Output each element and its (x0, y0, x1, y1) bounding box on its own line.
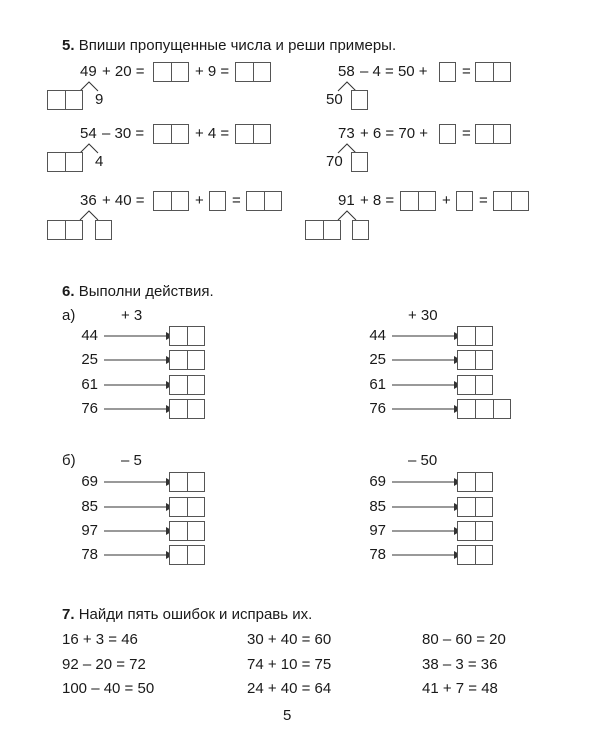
arrow-right-icon (104, 380, 174, 390)
answer-box[interactable] (457, 521, 493, 541)
arrow-right-icon (392, 331, 462, 341)
arrow-right-icon (104, 550, 174, 560)
answer-box[interactable] (457, 375, 493, 395)
arrow-right-icon (104, 331, 174, 341)
answer-box[interactable] (246, 191, 282, 211)
arrow-right-icon (392, 404, 462, 414)
answer-box[interactable] (351, 152, 368, 172)
input-number: 61 (369, 376, 386, 393)
page-number: 5 (283, 707, 292, 724)
task7-number: 7. (62, 606, 75, 623)
answer-box[interactable] (169, 375, 205, 395)
answer-box[interactable] (493, 191, 529, 211)
input-number: 78 (81, 546, 98, 563)
input-number: 44 (81, 327, 98, 344)
answer-box[interactable] (169, 497, 205, 517)
input-number: 97 (81, 522, 98, 539)
operation-label: + 30 (408, 307, 438, 324)
equation: 92 – 20 = 72 (62, 656, 146, 673)
answer-box[interactable] (169, 545, 205, 565)
answer-box[interactable] (95, 220, 112, 240)
answer-box[interactable] (169, 350, 205, 370)
example-expression: + 4 = (195, 125, 230, 142)
equation: 80 – 60 = 20 (422, 631, 506, 648)
answer-box[interactable] (209, 191, 226, 211)
example-expression: + (195, 192, 204, 209)
equation: 16 + 3 = 46 (62, 631, 138, 648)
arrow-right-icon (104, 355, 174, 365)
example-expression: + 8 = (360, 192, 395, 209)
answer-box[interactable] (169, 399, 205, 419)
example-operand: 58 (338, 63, 355, 80)
part-b-label: б) (62, 452, 76, 469)
input-number: 25 (81, 351, 98, 368)
answer-box[interactable] (169, 472, 205, 492)
arrow-right-icon (392, 502, 462, 512)
example-operand: 54 (80, 125, 97, 142)
task6-heading (62, 282, 214, 302)
input-number: 69 (81, 473, 98, 490)
example-expression: = (232, 192, 241, 209)
input-number: 69 (369, 473, 386, 490)
operation-label: – 5 (121, 452, 142, 469)
example-expression: – 4 = 50 + (360, 63, 428, 80)
equation: 41 + 7 = 48 (422, 680, 498, 697)
arrow-right-icon (392, 380, 462, 390)
answer-box[interactable] (153, 62, 189, 82)
example-part: 50 (326, 91, 343, 108)
answer-box[interactable] (47, 90, 83, 110)
answer-box[interactable] (400, 191, 436, 211)
example-part: 4 (95, 153, 104, 170)
example-expression: + 40 = (102, 192, 145, 209)
arrow-right-icon (392, 477, 462, 487)
answer-box[interactable] (457, 497, 493, 517)
equation: 24 + 40 = 64 (247, 680, 332, 697)
answer-box[interactable] (235, 62, 271, 82)
answer-box[interactable] (305, 220, 341, 240)
operation-label: – 50 (408, 452, 438, 469)
task5-title: Впиши пропущенные числа и реши примеры. (78, 37, 397, 54)
example-operand: 36 (80, 192, 97, 209)
answer-box[interactable] (153, 124, 189, 144)
answer-box[interactable] (47, 220, 83, 240)
task6-title: Выполни действия. (78, 283, 214, 300)
answer-box[interactable] (457, 399, 511, 419)
arrow-right-icon (104, 502, 174, 512)
equation: 100 – 40 = 50 (62, 680, 155, 697)
task5-heading (62, 36, 396, 56)
answer-box[interactable] (457, 545, 493, 565)
example-expression: = (462, 125, 471, 142)
example-operand: 91 (338, 192, 355, 209)
answer-box[interactable] (457, 326, 493, 346)
answer-box[interactable] (475, 124, 511, 144)
input-number: 44 (369, 327, 386, 344)
answer-box[interactable] (457, 350, 493, 370)
input-number: 85 (369, 498, 386, 515)
operation-label: + 3 (121, 307, 143, 324)
example-expression: = (462, 63, 471, 80)
answer-box[interactable] (475, 62, 511, 82)
task7-heading (62, 605, 312, 625)
answer-box[interactable] (153, 191, 189, 211)
answer-box[interactable] (352, 220, 369, 240)
answer-box[interactable] (439, 124, 456, 144)
example-part: 9 (95, 91, 104, 108)
example-expression: + 9 = (195, 63, 230, 80)
task6-number: 6. (62, 283, 75, 300)
answer-box[interactable] (457, 472, 493, 492)
arrow-right-icon (392, 355, 462, 365)
example-operand: 49 (80, 63, 97, 80)
answer-box[interactable] (456, 191, 473, 211)
equation: 74 + 10 = 75 (247, 656, 332, 673)
arrow-right-icon (392, 526, 462, 536)
arrow-right-icon (392, 550, 462, 560)
example-expression: + 20 = (102, 63, 145, 80)
answer-box[interactable] (351, 90, 368, 110)
answer-box[interactable] (169, 326, 205, 346)
answer-box[interactable] (47, 152, 83, 172)
example-expression: – 30 = (102, 125, 145, 142)
input-number: 61 (81, 376, 98, 393)
equation: 30 + 40 = 60 (247, 631, 332, 648)
arrow-right-icon (104, 526, 174, 536)
input-number: 97 (369, 522, 386, 539)
input-number: 78 (369, 546, 386, 563)
example-part: 70 (326, 153, 343, 170)
answer-box[interactable] (169, 521, 205, 541)
input-number: 76 (369, 400, 386, 417)
task5-number: 5. (62, 37, 75, 54)
example-operand: 73 (338, 125, 355, 142)
arrow-right-icon (104, 404, 174, 414)
input-number: 76 (81, 400, 98, 417)
arrow-right-icon (104, 477, 174, 487)
task7-title: Найди пять ошибок и исправь их. (78, 606, 313, 623)
example-expression: = (479, 192, 488, 209)
example-expression: + (442, 192, 451, 209)
input-number: 25 (369, 351, 386, 368)
input-number: 85 (81, 498, 98, 515)
equation: 38 – 3 = 36 (422, 656, 498, 673)
part-a-label: а) (62, 307, 76, 324)
answer-box[interactable] (235, 124, 271, 144)
example-expression: + 6 = 70 + (360, 125, 428, 142)
answer-box[interactable] (439, 62, 456, 82)
